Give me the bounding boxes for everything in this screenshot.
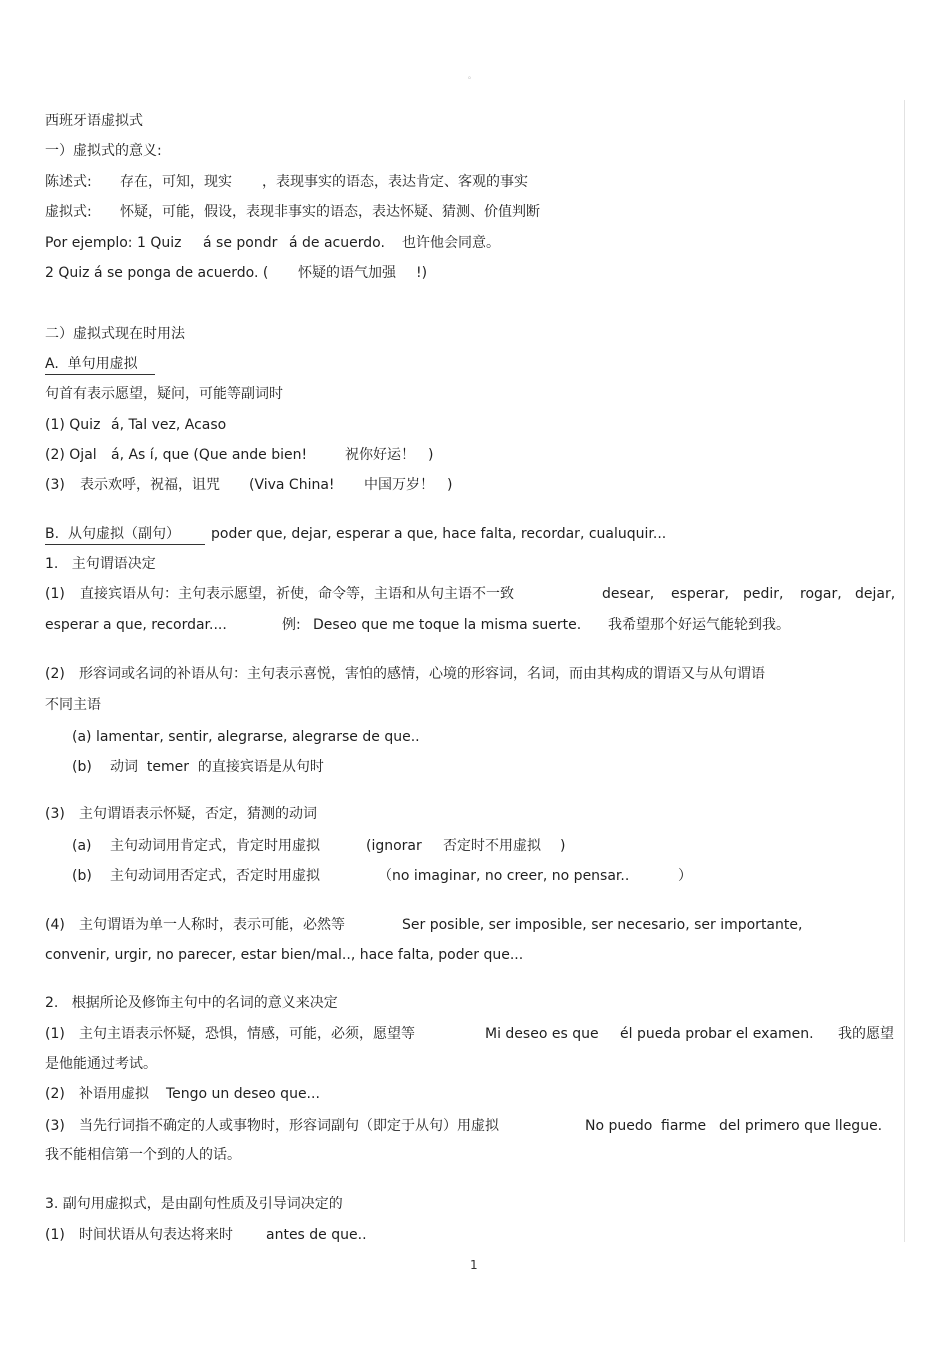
text-line: 主句动词用肯定式，肯定时用虚拟 — [110, 838, 320, 854]
text-line: 主句主语表示怀疑，恐惧，情感，可能，必须，愿望等 — [79, 1026, 415, 1042]
text-line: 句首有表示愿望，疑问，可能等副词时 — [45, 386, 283, 402]
text-line: Deseo que me toque la misma suerte. — [313, 617, 582, 633]
margin-rule — [904, 100, 905, 1242]
page-number: 1 — [470, 1258, 478, 1272]
text-line: No puedo — [585, 1118, 653, 1134]
text-line: desear, — [602, 586, 655, 602]
text-line: á, Tal vez, Acaso — [111, 417, 227, 433]
text-line: él pueda probar el examen. — [620, 1026, 814, 1042]
text-line: (1) — [45, 586, 65, 602]
text-line: 虚拟式: — [45, 204, 92, 220]
text-line: fiarme — [661, 1118, 707, 1134]
text-line: dejar, — [855, 586, 896, 602]
text-line: 形容词或名词的补语从句：主句表示喜悦，害怕的感情，心境的形容词，名词，而由其构成的谓语又与从句谓语 — [79, 666, 765, 682]
text-line: poder que, dejar, esperar a que, hace falta, recordar, cualuquir... — [211, 526, 667, 542]
text-line: ) — [447, 477, 453, 493]
text-line: ) — [560, 838, 566, 854]
text-line: (3) — [45, 1118, 65, 1134]
text-line: esperar a que, recordar.... — [45, 617, 227, 633]
text-line: 当先行词指不确定的人或事物时，形容词副句（即定于从句）用虚拟 — [79, 1118, 499, 1134]
text-line: 存在，可知，现实 — [120, 174, 232, 190]
text-line: pedir, — [743, 586, 784, 602]
text-line: 怀疑的语气加强 — [298, 265, 396, 281]
text-line: 我希望那个好运气能轮到我。 — [608, 617, 790, 633]
text-line: Tengo un deseo que... — [166, 1086, 320, 1102]
text-line: 主句动词用否定式，否定时用虚拟 — [110, 868, 320, 884]
text-line: (Viva China! — [249, 477, 335, 493]
text-line: (1) — [45, 1026, 65, 1042]
subsection-heading: B. 从句虚拟（副句） — [45, 525, 205, 545]
text-line: esperar, — [671, 586, 729, 602]
text-line: rogar, — [800, 586, 842, 602]
text-line: (ignorar — [366, 838, 422, 854]
text-line: 也许他会同意。 — [402, 235, 500, 251]
text-line: 陈述式: — [45, 174, 92, 190]
text-line: (a) — [72, 838, 92, 854]
text-line: (a) lamentar, sentir, alegrarse, alegrarse de que.. — [72, 729, 420, 745]
section-heading: 一）虚拟式的意义: — [45, 143, 162, 159]
text-line: (2) — [45, 1086, 65, 1102]
text-line: （no imaginar, no creer, no pensar.. — [378, 868, 630, 884]
text-line: 主句谓语为单一人称时，表示可能，必然等 — [79, 917, 345, 933]
text-line: ，表现事实的语态，表达肯定、客观的事实 — [262, 174, 528, 190]
text-line: 动词 temer 的直接宾语是从句时 — [110, 759, 324, 775]
text-line: 表示欢呼，祝福，诅咒 — [80, 477, 220, 493]
text-line: 怀疑，可能，假设，表现非事实的语态，表达怀疑、猜测、价值判断 — [120, 204, 540, 220]
text-line: 1. 主句谓语决定 — [45, 556, 156, 572]
section-heading: 二）虚拟式现在时用法 — [45, 326, 185, 342]
text-line: 我的愿望 — [838, 1026, 894, 1042]
text-line: !) — [416, 265, 428, 281]
text-line: 直接宾语从句：主句表示愿望，祈使，命令等，主语和从句主语不一致 — [80, 586, 514, 602]
text-line: 补语用虚拟 — [79, 1086, 149, 1102]
text-line: (4) — [45, 917, 65, 933]
header-mark: 。 — [468, 71, 476, 80]
text-line: 是他能通过考试。 — [45, 1056, 157, 1072]
text-line: 祝你好运！ — [345, 447, 415, 463]
text-line: (b) — [72, 868, 92, 884]
text-line: Ser posible, ser imposible, ser necesario, ser importante, — [402, 917, 803, 933]
text-line: 2 Quiz á se ponga de acuerdo. ( — [45, 265, 269, 281]
text-line: 时间状语从句表达将来时 — [79, 1227, 233, 1243]
text-line: antes de que.. — [266, 1227, 367, 1243]
text-line: (1) Quiz — [45, 417, 101, 433]
text-line: 2. 根据所论及修饰主句中的名词的意义来决定 — [45, 995, 338, 1011]
doc-title: 西班牙语虚拟式 — [45, 113, 143, 129]
text-line: (2) Ojal — [45, 447, 97, 463]
text-line: 我不能相信第一个到的人的话。 — [45, 1147, 241, 1163]
text-line: 主句谓语表示怀疑，否定，猜测的动词 — [79, 806, 317, 822]
text-line: (b) — [72, 759, 92, 775]
text-line: ) — [428, 447, 434, 463]
text-line: 中国万岁！ — [364, 477, 434, 493]
text-line: (3) — [45, 477, 65, 493]
text-line: ） — [678, 868, 692, 884]
text-line: Por ejemplo: 1 Quiz — [45, 235, 182, 251]
text-line: á de acuerdo. — [289, 235, 385, 251]
text-line: (1) — [45, 1227, 65, 1243]
text-line: (3) — [45, 806, 65, 822]
text-line: 例: — [282, 617, 301, 633]
text-line: 不同主语 — [45, 697, 101, 713]
text-line: 3. 副句用虚拟式，是由副句性质及引导词决定的 — [45, 1196, 343, 1212]
text-line: convenir, urgir, no parecer, estar bien/mal.., hace falta, poder que... — [45, 947, 524, 963]
text-line: á se pondr — [203, 235, 278, 251]
text-line: 否定时不用虚拟 — [443, 838, 541, 854]
text-line: á, As í, que (Que ande bien! — [111, 447, 308, 463]
text-line: (2) — [45, 666, 65, 682]
text-line: Mi deseo es que — [485, 1026, 599, 1042]
subsection-heading: A. 单句用虚拟 — [45, 355, 155, 375]
text-line: del primero que llegue. — [719, 1118, 883, 1134]
